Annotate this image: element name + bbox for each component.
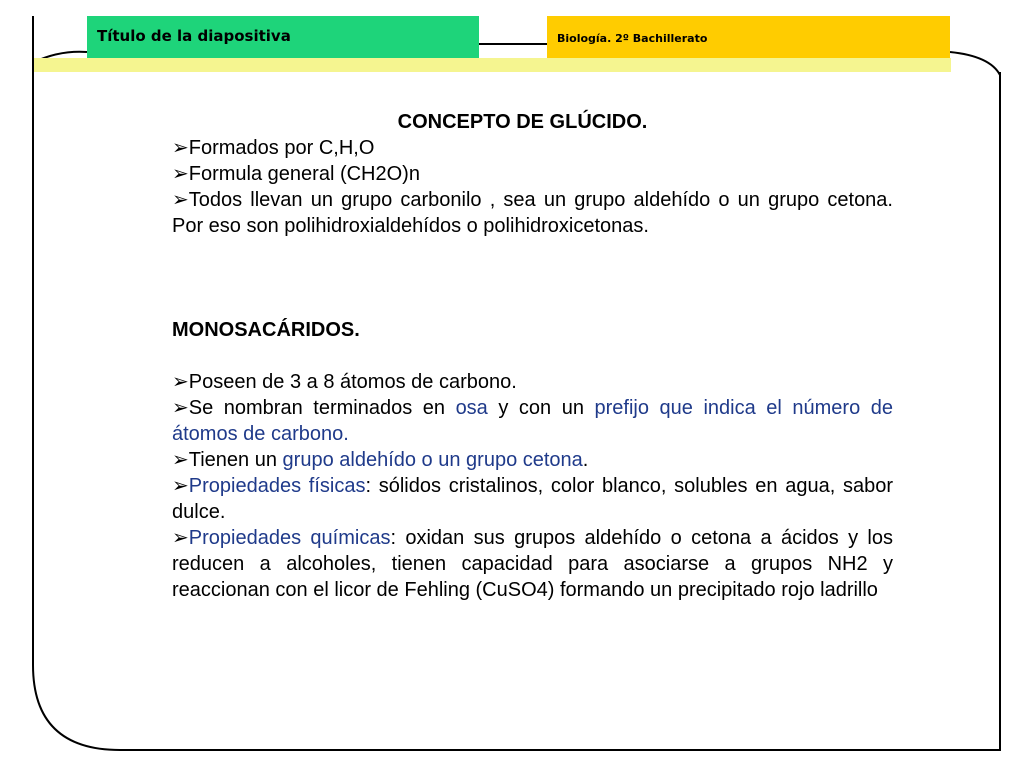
bullet-nombran: ➢Se nombran terminados en osa y con un prefijo que indica el número de átomos de carbono. — [172, 397, 893, 445]
yellow-band — [34, 58, 951, 72]
section-title-glucido: CONCEPTO DE GLÚCIDO. — [397, 111, 648, 133]
bullet-formula: ➢Formula general (CH2O)n — [172, 163, 420, 185]
subject-tab — [547, 16, 950, 58]
slide-content — [172, 109, 893, 603]
arrow-bullet-icon: ➢ — [172, 527, 189, 549]
section-title-monosacaridos: MONOSACÁRIDOS. — [172, 319, 360, 341]
bullet-grupo: ➢Tienen un grupo aldehído o un grupo cetona. — [172, 449, 589, 471]
bullet-carbonilo: ➢Todos llevan un grupo carbonilo , sea un grupo aldehído o un grupo cetona. Por eso son polihidroxialdehídos o polihidroxicetonas. — [172, 189, 893, 237]
arrow-bullet-icon: ➢ — [172, 449, 189, 471]
bullet-atomos: ➢Poseen de 3 a 8 átomos de carbono. — [172, 371, 517, 393]
subject-label: Biología. 2º Bachillerato — [557, 32, 708, 45]
arrow-bullet-icon: ➢ — [172, 397, 189, 419]
slide-title-label: Título de la diapositiva — [97, 27, 291, 45]
arrow-bullet-icon: ➢ — [172, 163, 189, 185]
arrow-bullet-icon: ➢ — [172, 189, 189, 211]
bullet-quimicas: ➢Propiedades químicas: oxidan sus grupos aldehído o cetona a ácidos y los reducen a alcoholes, tienen capacidad para asociarse a grupos NH2 y reaccionan con el licor de Fehling (CuSO4) formando un precipitado rojo ladrillo — [172, 527, 893, 601]
bullet-formados: ➢Formados por C,H,O — [172, 137, 375, 159]
arrow-bullet-icon: ➢ — [172, 475, 189, 497]
arrow-bullet-icon: ➢ — [172, 371, 189, 393]
arrow-bullet-icon: ➢ — [172, 137, 189, 159]
bullet-fisicas: ➢Propiedades físicas: sólidos cristalinos, color blanco, solubles en agua, sabor dulce. — [172, 475, 893, 523]
slide-title-tab — [87, 16, 479, 58]
